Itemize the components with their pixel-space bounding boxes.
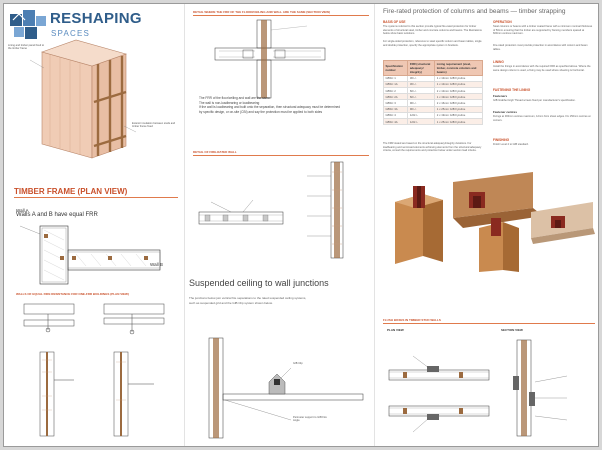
lining-body: Install the linings in accordance with the required FRR as specified above. Where the same design column is used, a fixing may be used where sheeting is horizontal. <box>493 65 591 72</box>
floor-wall-section-drawing <box>215 20 325 98</box>
table-footnote: The FRR stated are based on the structural adequacy/integrity durations. For loadbearing and semi-load elements achieving elements from the structural adequacy criteria, consult the requirements and protection below under section load criteria. <box>383 142 482 153</box>
perimeter-support-label: Perimeter support to GIB Fire Angle <box>293 416 327 423</box>
table-cell: 1 x 25mm GIB Fyreline <box>435 106 483 112</box>
wall-a-label: Wall A <box>16 208 29 213</box>
table-header: FRR (structural adequacy/ integrity) <box>408 61 435 76</box>
section-rule <box>14 197 178 198</box>
table-header: Lining requirement (steel, timber, concrete columns and beams) <box>435 61 483 76</box>
finishing-title: FINISHING <box>493 138 510 142</box>
table-cell: 30/-/- <box>408 81 435 87</box>
fastener-centres-subtitle: Fastener centres <box>493 110 518 114</box>
suspended-ceiling-drawing <box>195 338 371 438</box>
frr-bullets <box>199 96 340 114</box>
suspended-ceiling-heading: Suspended ceiling to wall junctions <box>189 278 329 288</box>
panel-callout: Lining and timber panel fixed to the timber frame <box>8 44 45 51</box>
table-cell: 60/-/- <box>408 94 435 100</box>
finishing-body: Finish Level 4 to GIB standard. <box>493 143 529 146</box>
same-frr-title: DETAIL WHERE THE FRR OF THE FLOOR/CEILING AND WALL ARE THE SAME (SECTION VIEW) <box>193 10 331 14</box>
logo-mark-icon <box>10 10 48 40</box>
basis-of-use-body: The systems referred to this section provide typical fire-rated protection for timber elements of structural steel, timber and concrete columns and beams. The illustrations below show basic solutions. <box>383 25 482 36</box>
table-cell: GBSC 3 <box>384 100 408 106</box>
fastening-title: FASTENING THE LINING <box>493 88 531 92</box>
table-cell: GBSC 2A <box>384 94 408 100</box>
table-cell: 1 x 25mm GIB Fyreline <box>435 118 483 124</box>
table-header: Specification number <box>384 61 408 76</box>
basis-of-use-body-2: For single-sided protection, reference to steel specific column and beam tables, single and double protection, specify the appropriate system in brackets. <box>383 40 482 47</box>
suspended-ceiling-body: The junctions below join vertical fire separations to the rated suspended ceiling systems, such as suspended grid and the GIB Clip system shown below. <box>189 296 307 305</box>
bullet-item: The FRR of the floor/ceiling and wall are the same <box>199 96 270 100</box>
table-cell: 90/-/- <box>408 106 435 112</box>
page-3 <box>374 4 599 447</box>
specification-table <box>383 60 483 125</box>
table-cell: 2 x 19mm GIB Fyreline <box>435 112 483 118</box>
page-2 <box>184 4 374 447</box>
logo <box>10 8 162 42</box>
bullet-item: The wall is non-loadbearing or loadbearing <box>199 100 260 105</box>
timber-panel-drawing <box>22 46 162 166</box>
bullet-item: by specific design, or on-site (CBI) and say the protection must be applied to both sides <box>199 109 323 114</box>
table-cell: 60/-/- <box>408 87 435 93</box>
logo-tagline: SPACES <box>51 29 91 38</box>
fastener-centres-body: Fixings at 300mm centres maximum, 12mm from sheet edges. Fix 150mm centres at corners. <box>493 115 591 122</box>
table-cell: 120/-/- <box>408 118 435 124</box>
table-cell: GBSC 4A <box>384 118 408 124</box>
bullet-item: If the wall is loadbearing and built onto the separation, then structural adequacy must be determined <box>199 105 341 110</box>
plan-view-drawing <box>16 226 166 284</box>
flush-boxes-title: FLUSH BOXES IN TIMBER STUD WALLS <box>383 318 441 322</box>
flush-boxes-rule <box>383 323 595 324</box>
table-cell: GBSC 3A <box>384 106 408 112</box>
fasteners-body: GIB Grabber High Thread screws fixed per manufacturer's specification. <box>493 99 576 102</box>
table-cell: 2 x 16mm GIB Fyreline <box>435 100 483 106</box>
table-cell: 90/-/- <box>408 100 435 106</box>
page-1 <box>4 4 184 447</box>
timber-frame-title: TIMBER FRAME (PLAN VIEW) <box>14 187 128 196</box>
plan-view-label: PLAN VIEW <box>387 328 404 332</box>
fire-rated-wall-title: DETAIL OF FIRE-RATED WALL <box>193 150 237 154</box>
lower-section-title: WALLS OF EQUAL FIRE RESISTANCE FOR ONE-FRR BUILDINGS (PLAN VIEW) <box>16 292 129 296</box>
basis-of-use-title: BASIS OF USE <box>383 20 406 24</box>
logo-name: RESHAPING <box>50 10 142 27</box>
column-beam-render <box>383 172 597 272</box>
flush-box-plan-drawing <box>383 336 493 440</box>
frame-callout: Exterior insulation between studs and timber frame fixed <box>132 122 176 129</box>
table-cell: GBSC 2 <box>384 87 408 93</box>
operation-body: Steel columns or beams with a timber coated frame with a minimum nominal thickness of 50mm ensuring that the timber are supported by framing members spaced at 600mm centres maximum. <box>493 25 593 36</box>
lining-title: LINING <box>493 60 504 64</box>
table-cell: 1 x 13mm GIB Fyreline <box>435 75 483 81</box>
fasteners-subtitle: Fasteners <box>493 94 508 98</box>
table-cell: 30/-/- <box>408 75 435 81</box>
table-cell: GBSC 1 <box>384 75 408 81</box>
document-sheet <box>3 3 599 447</box>
wall-b-label: Wall B <box>150 262 163 267</box>
fire-rated-wall-drawing <box>191 160 371 260</box>
section-view-label: SECTION VIEW <box>501 328 523 332</box>
gib-clip-label: GIB Clip <box>293 362 303 365</box>
table-cell: 2 x 13mm GIB Fyreline <box>435 87 483 93</box>
mid-rule <box>193 155 369 156</box>
flush-box-section-drawing <box>497 336 597 440</box>
table-cell: 120/-/- <box>408 112 435 118</box>
top-rule <box>193 15 369 16</box>
table-cell: 1 x 19mm GIB Fyreline <box>435 94 483 100</box>
table-cell: GBSC 4 <box>384 112 408 118</box>
operation-body-2: Fire-rated protection must provide protection in accordance with column and beam tables. <box>493 44 588 51</box>
junction-details-drawing <box>14 300 180 440</box>
columns-beams-heading: Fire-rated protection of columns and beams — timber strapping <box>383 8 566 15</box>
table-cell: 1 x 13mm GIB Fyreline <box>435 81 483 87</box>
operation-title: OPERATION <box>493 20 512 24</box>
table-row <box>384 118 483 124</box>
table-header-row <box>384 61 483 76</box>
table-cell: GBSC 1A <box>384 81 408 87</box>
walls-note: Walls A and B have equal FRR <box>16 212 98 218</box>
